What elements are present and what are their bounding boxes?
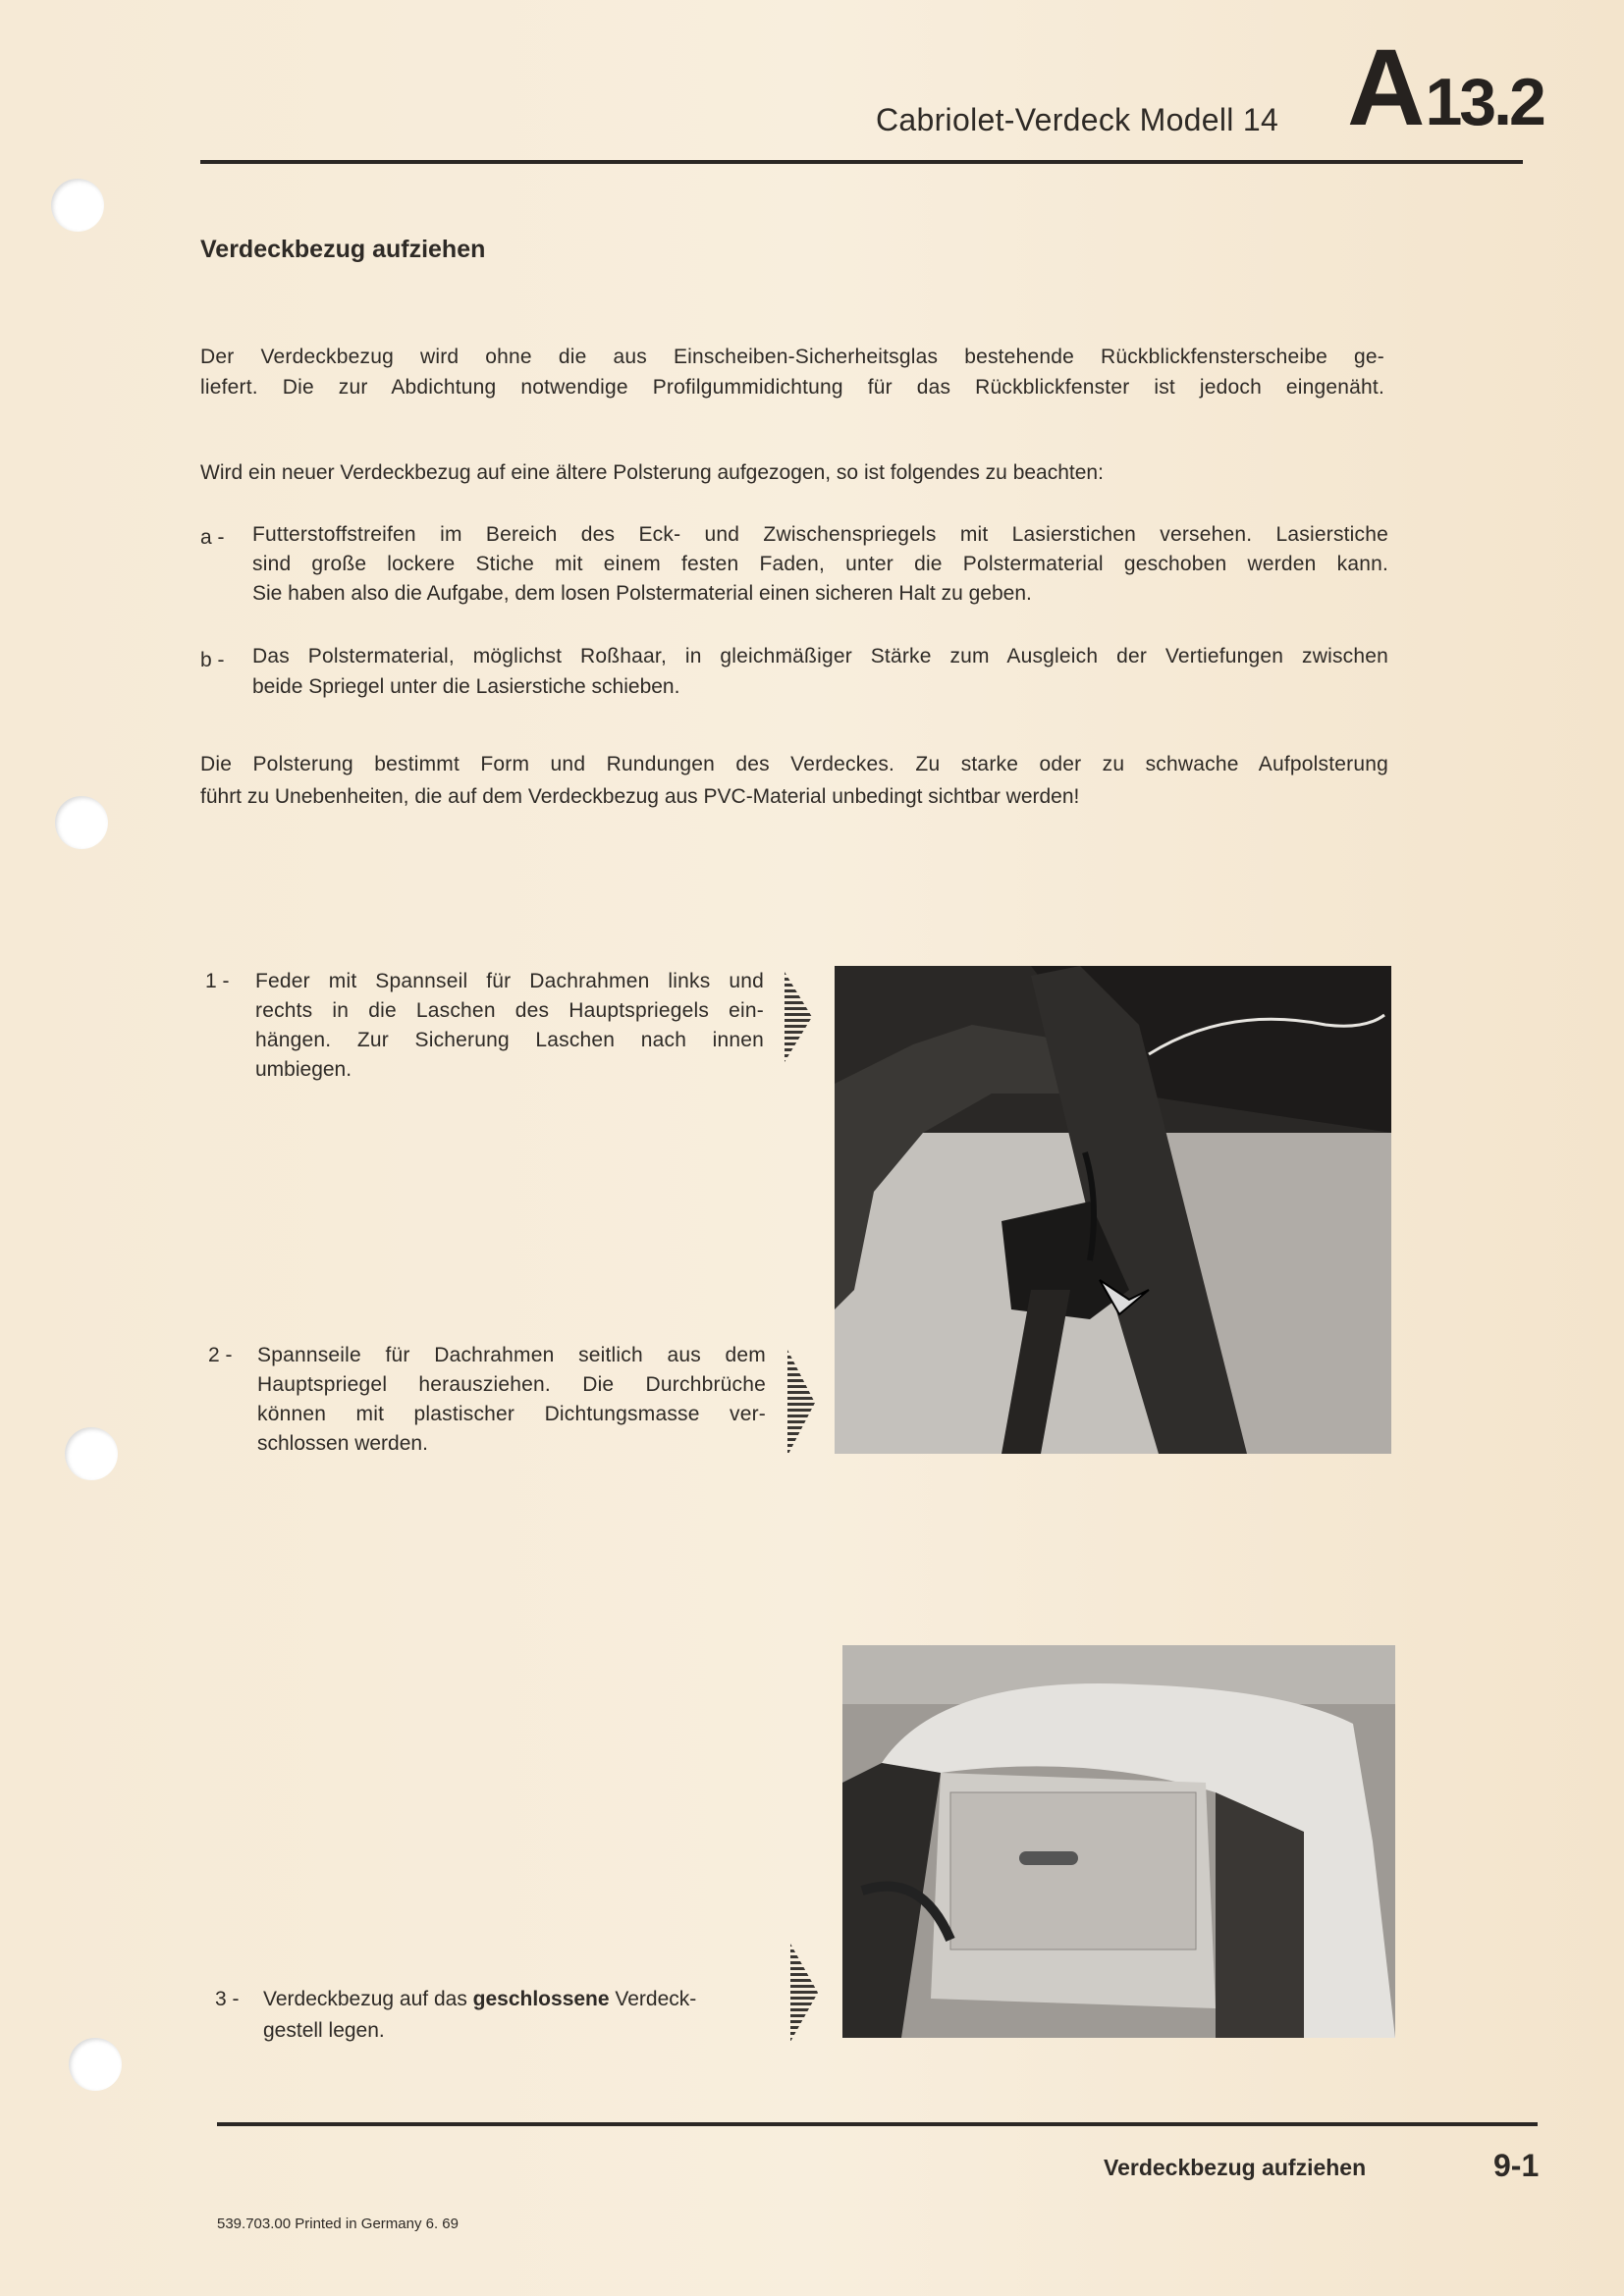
page-heading: Verdeckbezug aufziehen <box>200 236 486 263</box>
list-a-line: Sie haben also die Aufgabe, dem losen Polstermaterial einen sicheren Halt zu geben. <box>252 582 1032 605</box>
step-1-marker: 1 - <box>205 970 230 992</box>
print-info: 539.703.00 Printed in Germany 6. 69 <box>217 2216 459 2232</box>
step-2-marker: 2 - <box>208 1344 233 1366</box>
section-number <box>1347 27 1543 148</box>
page-number: 9-1 <box>1493 2148 1540 2183</box>
photo-cover-on-frame <box>842 1645 1395 2038</box>
step-3-emphasis: geschlossene <box>472 1988 610 2010</box>
summary-line: Die Polsterung bestimmt Form und Rundungen des Verdeckes. Zu starke oder zu schwache Aufpolsterung <box>200 753 1388 775</box>
pointer-arrow-icon <box>785 972 812 1062</box>
punch-hole <box>69 2038 122 2091</box>
step-1-line: Feder mit Spannseil für Dachrahmen links und <box>255 970 764 992</box>
step-3-marker: 3 - <box>215 1988 240 2010</box>
list-a-line: sind große lockere Stiche mit einem festen Faden, unter die Polstermaterial geschoben werden kann. <box>252 553 1388 575</box>
step-2-line: Spannseile für Dachrahmen seitlich aus dem <box>257 1344 766 1366</box>
intro-line: liefert. Die zur Abdichtung notwendige Profilgummidichtung für das Rückblickfenster ist jedoch eingenäht. <box>200 376 1384 399</box>
step-3-text: Verdeckbezug auf das <box>263 1988 473 2010</box>
section-letter: A <box>1347 27 1426 148</box>
step-1-line: hängen. Zur Sicherung Laschen nach innen <box>255 1029 764 1051</box>
list-marker-b: b - <box>200 649 225 671</box>
header-title: Cabriolet-Verdeck Modell 14 <box>876 102 1279 137</box>
footer-rule <box>217 2122 1538 2126</box>
step-2-line: schlossen werden. <box>257 1432 428 1455</box>
list-b-line: Das Polstermaterial, möglichst Roßhaar, in gleichmäßiger Stärke zum Ausgleich der Vertiefungen zwischen <box>252 645 1388 667</box>
step-1-line: rechts in die Laschen des Hauptspriegels ein- <box>255 999 764 1022</box>
punch-hole <box>55 796 108 849</box>
list-b-line: beide Spriegel unter die Lasierstiche schieben. <box>252 675 680 698</box>
summary-line: führt zu Unebenheiten, die auf dem Verdeckbezug aus PVC-Material unbedingt sichtbar werden! <box>200 785 1080 808</box>
step-3-line: gestell legen. <box>263 2019 385 2042</box>
step-3-text: Verdeck- <box>609 1988 697 2010</box>
list-marker-a: a - <box>200 526 225 549</box>
pointer-arrow-icon <box>790 1944 818 2042</box>
section-digits: 13.2 <box>1425 65 1543 139</box>
note: Wird ein neuer Verdeckbezug auf eine ältere Polsterung aufgezogen, so ist folgendes zu beachten: <box>200 461 1104 484</box>
header-rule <box>200 160 1523 164</box>
pointer-arrow-icon <box>787 1350 815 1456</box>
list-a-line: Futterstoffstreifen im Bereich des Eck- und Zwischenspriegels mit Lasierstichen versehen. Lasierstiche <box>252 523 1388 546</box>
step-2-line: können mit plastischer Dichtungsmasse ver- <box>257 1403 766 1425</box>
footer-title: Verdeckbezug aufziehen <box>1104 2155 1367 2180</box>
photo-spring-tension-cable <box>835 966 1391 1454</box>
step-2-line: Hauptspriegel herausziehen. Die Durchbrüche <box>257 1373 766 1396</box>
punch-hole <box>65 1427 118 1480</box>
step-1-line: umbiegen. <box>255 1058 352 1081</box>
punch-hole <box>51 179 104 232</box>
intro-line: Der Verdeckbezug wird ohne die aus Einscheiben-Sicherheitsglas bestehende Rückblickfensterscheibe ge- <box>200 346 1384 368</box>
step-3-line <box>263 1988 696 2011</box>
